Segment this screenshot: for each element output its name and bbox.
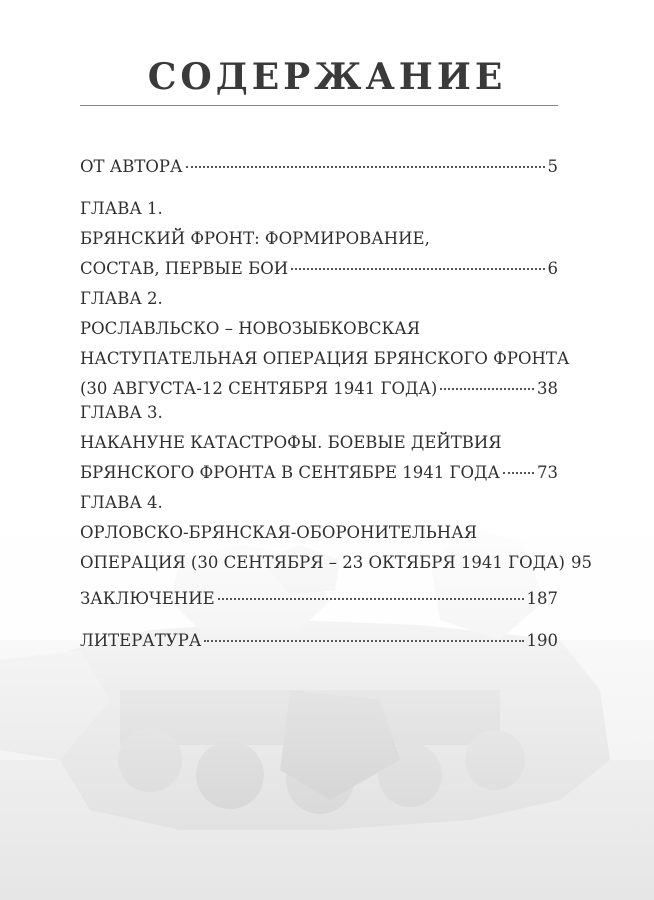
toc-entry-conclusion[interactable]: [80, 584, 558, 614]
page-number: 190: [526, 631, 558, 650]
chapter-label: ГЛАВА 1.: [80, 199, 163, 218]
toc-title: СОДЕРЖАНИЕ: [147, 56, 507, 98]
page-number: 95: [570, 553, 592, 572]
toc-entry-chapter-4[interactable]: [80, 488, 592, 578]
dot-leader: [440, 387, 534, 390]
toc-entry-chapter-2[interactable]: [80, 284, 570, 404]
toc-entry-text: БРЯНСКОГО ФРОНТА В СЕНТЯБРЕ 1941 ГОДА: [80, 463, 500, 482]
page-number: 73: [537, 463, 558, 482]
toc-entry-text: (30 АВГУСТА-12 СЕНТЯБРЯ 1941 ГОДА): [80, 379, 438, 398]
page-number: 6: [547, 259, 558, 278]
page-number: 38: [537, 379, 558, 398]
chapter-title-line: БРЯНСКИЙ ФРОНТ: ФОРМИРОВАНИЕ,: [80, 229, 430, 248]
toc-entry-chapter-1[interactable]: [80, 194, 558, 284]
chapter-label: ГЛАВА 4.: [80, 493, 163, 512]
toc-entry-text: ЛИТЕРАТУРА: [80, 631, 202, 650]
toc-entry-author[interactable]: [80, 152, 558, 182]
dot-leader: [503, 471, 534, 474]
toc-entry-chapter-3[interactable]: [80, 398, 558, 488]
dot-leader: [291, 267, 544, 270]
chapter-title-line: ОРЛОВСКО-БРЯНСКАЯ-ОБОРОНИТЕЛЬНАЯ: [80, 523, 478, 542]
toc-entry-literature[interactable]: [80, 626, 558, 656]
title-divider: [80, 105, 558, 106]
chapter-label: ГЛАВА 2.: [80, 289, 163, 308]
toc-entry-text: СОСТАВ, ПЕРВЫЕ БОИ: [80, 259, 289, 278]
toc-entry-text: ЗАКЛЮЧЕНИЕ: [80, 589, 215, 608]
chapter-title-line: НАСТУПАТЕЛЬНАЯ ОПЕРАЦИЯ БРЯНСКОГО ФРОНТА: [80, 349, 570, 368]
dot-leader: [186, 165, 545, 168]
toc-entry-text: ОТ АВТОРА: [80, 157, 183, 176]
dot-leader: [204, 639, 523, 642]
page-number: 5: [547, 157, 558, 176]
chapter-label: ГЛАВА 3.: [80, 403, 163, 422]
dot-leader: [218, 597, 524, 600]
page-number: 187: [526, 589, 558, 608]
chapter-title-line: НАКАНУНЕ КАТАСТРОФЫ. БОЕВЫЕ ДЕЙТВИЯ: [80, 433, 502, 452]
chapter-title-line: РОСЛАВЛЬСКО – НОВОЗЫБКОВСКАЯ: [80, 319, 421, 338]
toc-entry-text: ОПЕРАЦИЯ (30 СЕНТЯБРЯ – 23 ОКТЯБРЯ 1941 ГОДА): [80, 553, 565, 572]
